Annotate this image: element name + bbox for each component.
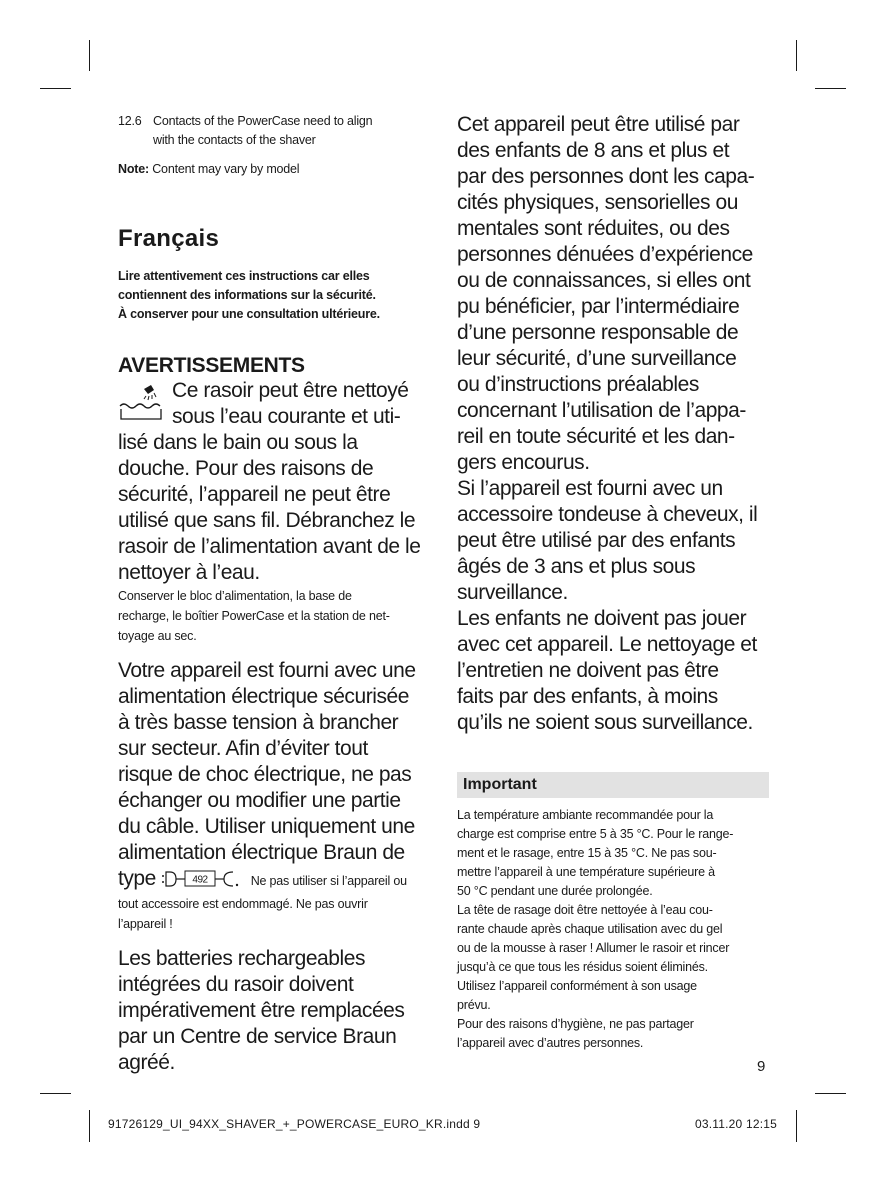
language-title: Français (118, 225, 220, 252)
item-text: Contacts of the PowerCase need to align (153, 114, 373, 128)
text-line: recharge, le boîtier PowerCase et la station de net- (118, 609, 390, 623)
trimmer-paragraph (457, 476, 769, 606)
important-heading: Important (457, 772, 769, 798)
dry-storage-note (118, 586, 430, 646)
text-line: Ce rasoir peut être nettoyé (172, 379, 409, 402)
text-line: des enfants de 8 ans et plus et (457, 139, 730, 162)
text-line: Utilisez l’appareil conformément à son usage (457, 979, 697, 993)
item-text: with the contacts of the shaver (153, 133, 316, 147)
text-line: La température ambiante recommandée pour la (457, 808, 714, 822)
text-line: sous l’eau courante et uti- (172, 405, 401, 428)
text-line: avec cet appareil. Le nettoyage et (457, 633, 757, 656)
footer-filename: 91726129_UI_94XX_SHAVER_+_POWERCASE_EURO_KR.indd 9 (108, 1117, 481, 1131)
footer-date: 03.11.20 12:15 (695, 1117, 777, 1131)
text-line: intégrées du rasoir doivent (118, 973, 354, 996)
text-line: ment et le rasage, entre 15 à 35 °C. Ne pas sou- (457, 846, 717, 860)
note-text: Content may vary by model (152, 162, 300, 176)
text-line: par des personnes dont les capa- (457, 165, 755, 188)
shower-paragraph (118, 378, 430, 586)
note-label: Note: (118, 162, 149, 176)
text-line: 50 °C pendant une durée prolongée. (457, 884, 653, 898)
text-line: du câble. Utiliser uniquement une (118, 815, 415, 838)
text-line: rasoir de l’alimentation avant de le (118, 535, 421, 558)
text-line: ou d’instructions préalables (457, 373, 699, 396)
battery-paragraph (118, 946, 430, 1076)
item-number: 12.6 (118, 114, 142, 128)
text-line: cités physiques, sensorielles ou (457, 191, 738, 214)
text-line: l’appareil ! (118, 917, 173, 931)
text-line: jusqu’à ce que tous les résidus soient éliminés. (457, 960, 708, 974)
type-warning-text: Ne pas utiliser si l’appareil ou (250, 874, 407, 888)
intro-line: À conserver pour une consultation ultérieure. (118, 307, 380, 321)
power-supply-paragraph (118, 658, 430, 894)
crop-mark (796, 1110, 797, 1142)
text-line: l’entretien ne doivent pas être (457, 659, 719, 682)
text-line: Pour des raisons d’hygiène, ne pas partager (457, 1017, 694, 1031)
damage-note (118, 894, 430, 934)
crop-mark (815, 88, 846, 89)
text-line: concernant l’utilisation de l’appa- (457, 399, 746, 422)
text-line: reil en toute sécurité et les dan- (457, 425, 735, 448)
text-line: sur secteur. Afin d’éviter tout (118, 737, 368, 760)
text-line: Si l’appareil est fourni avec un (457, 477, 723, 500)
left-column (118, 112, 430, 1076)
text-line: personnes dénuées d’expérience (457, 243, 753, 266)
text-line: par un Centre de service Braun (118, 1025, 397, 1048)
important-text (457, 806, 769, 1053)
text-line: peut être utilisé par des enfants (457, 529, 736, 552)
text-line: La tête de rasage doit être nettoyée à l’eau cou- (457, 903, 713, 917)
intro-line: Lire attentivement ces instructions car elles (118, 269, 370, 283)
text-line: douche. Pour des raisons de (118, 457, 374, 480)
page-number: 9 (757, 1058, 766, 1075)
intro-line: contiennent des informations sur la sécurité. (118, 288, 376, 302)
text-line: Les batteries rechargeables (118, 947, 366, 970)
text-line: Les enfants ne doivent pas jouer (457, 607, 747, 630)
right-column (457, 112, 769, 1053)
crop-mark (40, 88, 71, 89)
text-line: alimentation électrique sécurisée (118, 685, 409, 708)
text-line: d’une personne responsable de (457, 321, 739, 344)
type-code: 492 (192, 874, 208, 886)
text-line: l’appareil avec d’autres personnes. (457, 1036, 644, 1050)
text-line: âgés de 3 ans et plus sous (457, 555, 696, 578)
text-line: sécurité, l’appareil ne peut être (118, 483, 391, 506)
text-line: à très basse tension à brancher (118, 711, 399, 734)
text-line: surveillance. (457, 581, 568, 604)
text-line: accessoire tondeuse à cheveux, il (457, 503, 758, 526)
children-paragraph (457, 112, 769, 476)
text-line: lisé dans le bain ou sous la (118, 431, 358, 454)
text-line: ou de la mousse à raser ! Allumer le rasoir et rincer (457, 941, 730, 955)
text-line: qu’ils ne soient sous surveillance. (457, 711, 753, 734)
text-line: rante chaude après chaque utilisation avec du gel (457, 922, 723, 936)
shower-waterproof-icon (118, 382, 164, 424)
text-line: Cet appareil peut être utilisé par (457, 113, 740, 136)
text-line: alimentation électrique Braun de (118, 841, 405, 864)
play-paragraph (457, 606, 769, 736)
crop-mark (796, 40, 797, 71)
type-line (118, 866, 430, 894)
text-line: utilisé que sans fil. Débranchez le (118, 509, 416, 532)
text-line: toyage au sec. (118, 629, 197, 643)
warnings-heading: AVERTISSEMENTS (118, 354, 305, 377)
crop-mark (89, 40, 90, 71)
text-line: échanger ou modifier une partie (118, 789, 401, 812)
text-line: tout accessoire est endommagé. Ne pas ouvrir (118, 897, 368, 911)
text-line: charge est comprise entre 5 à 35 °C. Pour le range- (457, 827, 734, 841)
text-line: nettoyer à l’eau. (118, 561, 260, 584)
list-item-12-6 (118, 112, 430, 150)
crop-mark (40, 1093, 71, 1094)
text-line: ou de connaissances, si elles ont (457, 269, 751, 292)
text-line: leur sécurité, d’une surveillance (457, 347, 737, 370)
text-line: mettre l’appareil à une température supérieure à (457, 865, 715, 879)
text-line: prévu. (457, 998, 491, 1012)
model-note (118, 160, 430, 179)
type-word: type (118, 867, 156, 890)
crop-mark (89, 1110, 90, 1142)
text-line: Votre appareil est fourni avec une (118, 659, 416, 682)
crop-mark (815, 1093, 846, 1094)
text-line: impérativement être remplacées (118, 999, 405, 1022)
text-line: pu bénéficier, par l’intermédiaire (457, 295, 740, 318)
text-line: faits par des enfants, à moins (457, 685, 718, 708)
text-line: risque de choc électrique, ne pas (118, 763, 412, 786)
text-line: gers encourus. (457, 451, 590, 474)
power-plug-type-icon (161, 869, 245, 889)
text-line: Conserver le bloc d’alimentation, la base de (118, 589, 352, 603)
text-line: mentales sont réduites, ou des (457, 217, 730, 240)
intro-text (118, 267, 430, 324)
text-line: agréé. (118, 1051, 175, 1074)
